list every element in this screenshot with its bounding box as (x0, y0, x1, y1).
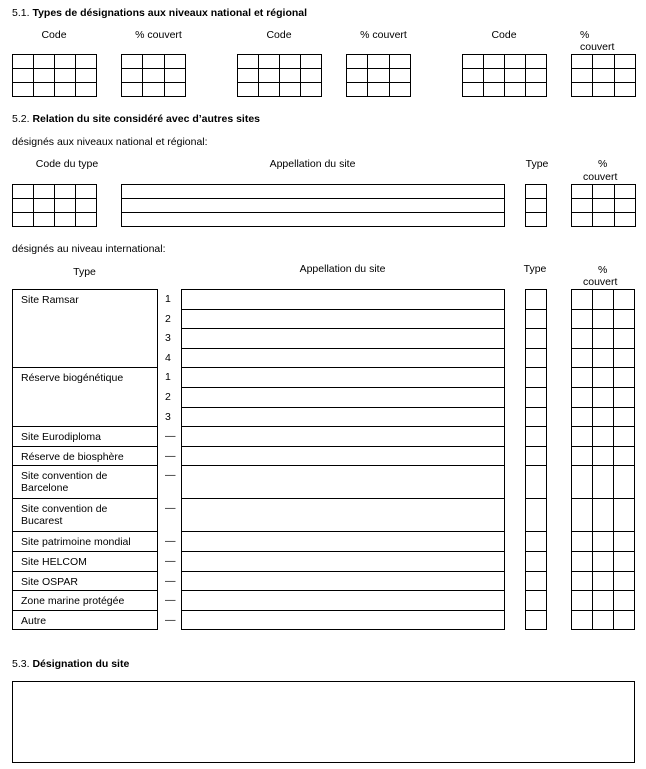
type-label (21, 470, 107, 494)
col-appellation: Appellation du site (269, 158, 356, 170)
row-marker: — (165, 449, 176, 462)
type-label: Zone marine protégée (21, 595, 125, 608)
col-pct-3-line1: % (580, 29, 590, 41)
type-row-line (525, 426, 546, 427)
type-label: Site Ramsar (21, 294, 79, 306)
grid-col-line (614, 184, 615, 226)
grid-row-line (571, 68, 635, 69)
grid-col-line (614, 54, 615, 96)
pct-row-line (571, 328, 634, 329)
grid-row-line (525, 198, 546, 199)
type-row-line (525, 610, 546, 611)
pct-col-line (613, 289, 614, 629)
col-type: Type (525, 158, 549, 170)
row-marker: — (165, 555, 176, 567)
row-marker: 3 (165, 410, 171, 423)
grid-col-line (142, 54, 143, 96)
type-row-line (525, 309, 546, 310)
pct-row-line (571, 367, 634, 368)
grid-col-line (300, 54, 301, 96)
pct-grid-3[interactable] (571, 54, 636, 97)
appellation-row-line (181, 309, 504, 310)
pct-grid-1[interactable] (121, 54, 186, 97)
appellation-row-line (181, 387, 504, 388)
appellation-row-line (181, 610, 504, 611)
col-pct-3-line2: couvert (580, 41, 615, 53)
grid-row-line (462, 68, 546, 69)
section-number: 5.2. (12, 113, 30, 125)
type-row-line (525, 446, 546, 447)
section-5-2-heading (12, 113, 260, 125)
grid-col-line (592, 184, 593, 226)
grid-row-line (12, 68, 96, 69)
national-label: désignés aux niveaux national et régional: (12, 136, 208, 148)
grid-row-line (121, 82, 185, 83)
grid-row-line (237, 68, 321, 69)
col-pct-intl-line1: % (598, 264, 608, 276)
appellation-row-line (181, 367, 504, 368)
section-title: Types de désignations aux niveaux national et régional (32, 7, 308, 19)
type-divider (12, 551, 157, 552)
appellation-row-line (181, 348, 504, 349)
type-row-line (525, 498, 546, 499)
type-row-line (525, 367, 546, 368)
col-appellation-intl: Appellation du site (299, 263, 386, 275)
grid-row-line (12, 198, 96, 199)
row-marker: — (165, 502, 176, 515)
grid-col-line (54, 184, 55, 226)
row-marker: 2 (165, 391, 171, 403)
grid-row-line (346, 68, 410, 69)
type-divider (12, 610, 157, 611)
appellation-row-line (181, 465, 504, 466)
type-divider (12, 590, 157, 591)
type-row-line (525, 590, 546, 591)
row-marker: 2 (165, 312, 171, 325)
grid-col-line (483, 54, 484, 96)
type-row-line (525, 348, 546, 349)
grid-row-line (237, 82, 321, 83)
pct-row-line (571, 465, 634, 466)
grid-col-line (389, 54, 390, 96)
type-row-line (525, 571, 546, 572)
type-grid[interactable] (525, 184, 547, 227)
appellation-row-line (181, 571, 504, 572)
pct-row-line (571, 590, 634, 591)
pct-row-line (571, 531, 634, 532)
pct-row-line (571, 551, 634, 552)
row-marker: 4 (165, 351, 171, 364)
type-row-line (525, 407, 546, 408)
type-divider (12, 465, 157, 466)
appellation-row-line (181, 446, 504, 447)
grid-row-line (121, 68, 185, 69)
row-marker: — (165, 430, 176, 443)
grid-row-line (12, 82, 96, 83)
col-pct-1: % couvert (135, 29, 182, 41)
type-label: Réserve de biosphère (21, 450, 124, 463)
pct-row-line (571, 426, 634, 427)
appellation-row-line (181, 426, 504, 427)
pct-grid-2[interactable] (346, 54, 411, 97)
row-marker: 3 (165, 332, 171, 345)
section-title: Désignation du site (32, 658, 130, 670)
appellation-row-line (181, 407, 504, 408)
pct-row-line (571, 571, 634, 572)
appellation-row-line (181, 328, 504, 329)
col-code-2: Code (266, 29, 292, 41)
grid-row-line (121, 212, 504, 213)
type-label (21, 503, 107, 527)
section-number: 5.1. (12, 7, 30, 19)
grid-col-line (75, 54, 76, 96)
grid-col-line (279, 54, 280, 96)
grid-row-line (462, 82, 546, 83)
type-label: Site Eurodiploma (21, 431, 101, 444)
col-pct-intl-line2: couvert (583, 276, 618, 288)
pct-row-line (571, 387, 634, 388)
pct-col-line (592, 289, 593, 629)
col-pct-line2: couvert (583, 171, 618, 183)
col-pct-line1: % (598, 158, 608, 170)
pct-row-line (571, 309, 634, 310)
type-label: Site patrimoine mondial (21, 536, 131, 549)
type-divider (12, 367, 157, 368)
international-label: désignés au niveau international: (12, 243, 166, 255)
type-label: Réserve biogénétique (21, 372, 124, 385)
grid-col-line (54, 54, 55, 96)
row-marker: — (165, 469, 176, 482)
col-code-du-type: Code du type (35, 158, 99, 170)
grid-row-line (571, 82, 635, 83)
section-5-3-heading (12, 658, 129, 670)
col-pct-2: % couvert (360, 29, 407, 41)
grid-col-line (592, 54, 593, 96)
type-column-intl[interactable] (525, 289, 547, 630)
grid-col-line (164, 54, 165, 96)
col-type-intl: Type (73, 266, 96, 278)
type-divider (12, 531, 157, 532)
type-divider (12, 446, 157, 447)
type-divider (12, 426, 157, 427)
section-5-1-heading (12, 7, 307, 19)
pct-row-line (571, 610, 634, 611)
pct-row-line (571, 498, 634, 499)
grid-row-line (525, 212, 546, 213)
grid-row-line (571, 212, 635, 213)
grid-col-line (33, 184, 34, 226)
section-title: Relation du site considéré avec d’autres sites (32, 113, 261, 125)
type-label: Site OSPAR (21, 575, 78, 588)
type-row-line (525, 387, 546, 388)
row-marker: — (165, 594, 176, 607)
appellation-row-line (181, 590, 504, 591)
appellation-grid[interactable] (121, 184, 505, 227)
appellation-row-line (181, 498, 504, 499)
type-divider (12, 571, 157, 572)
appellation-column[interactable] (181, 289, 505, 630)
row-marker: 1 (165, 371, 171, 384)
type-label-line2: Bucarest (21, 515, 63, 528)
appellation-row-line (181, 531, 504, 532)
type-label: Autre (21, 614, 47, 627)
pct-row-line (571, 407, 634, 408)
section-number: 5.3. (12, 658, 30, 670)
grid-row-line (12, 212, 96, 213)
grid-col-line (258, 54, 259, 96)
pct-row-line (571, 446, 634, 447)
grid-col-line (33, 54, 34, 96)
col-code-3: Code (491, 29, 517, 41)
type-row-line (525, 531, 546, 532)
grid-row-line (121, 198, 504, 199)
type-label: Site HELCOM (21, 556, 87, 568)
appellation-row-line (181, 551, 504, 552)
type-row-line (525, 328, 546, 329)
pct-row-line (571, 348, 634, 349)
type-divider (12, 498, 157, 499)
type-label-line2: Barcelone (21, 482, 69, 495)
row-marker: — (165, 535, 176, 548)
col-type-intl-2: Type (523, 263, 547, 275)
grid-col-line (525, 54, 526, 96)
row-marker: 1 (165, 293, 171, 305)
site-designation-textarea[interactable] (12, 681, 635, 763)
type-row-line (525, 551, 546, 552)
type-label-line1: Site convention de (21, 503, 108, 516)
grid-col-line (367, 54, 368, 96)
grid-col-line (75, 184, 76, 226)
pct-grid-national[interactable] (571, 184, 636, 227)
row-marker: — (165, 574, 176, 587)
grid-col-line (504, 54, 505, 96)
pct-column-intl[interactable] (571, 289, 635, 630)
col-code-1: Code (41, 29, 67, 41)
type-row-line (525, 465, 546, 466)
row-marker: — (165, 613, 176, 626)
type-label-line1: Site convention de (21, 470, 108, 483)
grid-row-line (571, 198, 635, 199)
grid-row-line (346, 82, 410, 83)
